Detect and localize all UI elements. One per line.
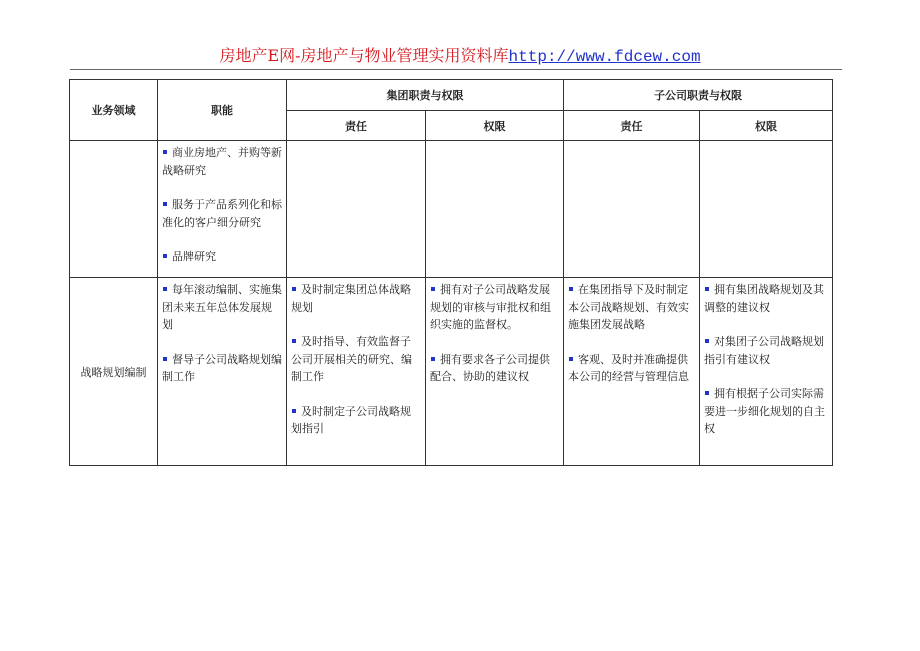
bullet-icon	[292, 409, 296, 413]
list-item: 督导子公司战略规划编制工作	[162, 352, 282, 383]
list-item: 拥有对子公司战略发展规划的审核与审批权和组织实施的监督权。	[430, 283, 551, 331]
col-header-group: 集团职责与权限	[287, 80, 564, 111]
col-header-group-authority: 权限	[426, 111, 564, 141]
col-header-area: 业务领域	[70, 80, 158, 141]
bullet-icon	[705, 339, 709, 343]
list-item: 服务于产品系列化和标准化的客户细分研究	[162, 198, 282, 229]
bullet-icon	[163, 287, 167, 291]
list-item: 拥有要求各子公司提供配合、协助的建议权	[430, 352, 550, 383]
group-responsibility-cell	[287, 278, 426, 466]
page-header	[0, 44, 920, 69]
sub-responsibility-cell	[564, 278, 700, 466]
list-item: 客观、及时并准确提供本公司的经营与管理信息	[568, 352, 689, 383]
group-authority-cell	[426, 278, 564, 466]
bullet-icon	[163, 357, 167, 361]
sub-authority-cell	[700, 141, 833, 278]
list-item: 每年滚动编制、实施集团未来五年总体发展规划	[162, 283, 282, 331]
bullet-icon	[163, 202, 167, 206]
bullet-icon	[705, 287, 709, 291]
list-item: 对集团子公司战略规划指引有建议权	[704, 335, 824, 366]
bullet-icon	[431, 357, 435, 361]
bullet-icon	[569, 357, 573, 361]
bullet-icon	[431, 287, 435, 291]
responsibility-table	[69, 79, 833, 466]
list-item: 在集团指导下及时制定本公司战略规划、有效实施集团发展战略	[568, 283, 689, 331]
list-item: 拥有集团战略规划及其调整的建议权	[704, 283, 824, 314]
function-cell	[158, 141, 287, 278]
bullet-icon	[569, 287, 573, 291]
header-title: 房地产E网-房地产与物业管理实用资料库	[219, 46, 509, 65]
table-row	[70, 278, 833, 466]
col-header-sub-authority: 权限	[700, 111, 833, 141]
header-rule	[70, 69, 842, 70]
list-item: 品牌研究	[162, 248, 282, 266]
function-cell	[158, 278, 287, 466]
bullet-icon	[292, 287, 296, 291]
list-item: 及时制定子公司战略规划指引	[291, 404, 411, 435]
group-responsibility-cell	[287, 141, 426, 278]
list-item: 拥有根据子公司实际需要进一步细化规划的自主权	[704, 387, 825, 435]
bullet-icon	[292, 339, 296, 343]
list-item: 商业房地产、并购等新战略研究	[162, 146, 282, 177]
col-header-function: 职能	[158, 80, 287, 141]
list-item: 及时指导、有效监督子公司开展相关的研究、编制工作	[291, 335, 412, 383]
col-header-sub-responsibility: 责任	[564, 111, 700, 141]
table-row	[70, 141, 833, 278]
col-header-subsidiary: 子公司职责与权限	[564, 80, 833, 111]
bullet-icon	[705, 391, 709, 395]
bullet-icon	[163, 254, 167, 258]
sub-authority-cell	[700, 278, 833, 466]
group-authority-cell	[426, 141, 564, 278]
sub-responsibility-cell	[564, 141, 700, 278]
area-cell	[70, 141, 158, 278]
col-header-group-responsibility: 责任	[287, 111, 426, 141]
header-url-link[interactable]: http://www.fdcew.com	[508, 48, 701, 66]
list-item: 及时制定集团总体战略规划	[291, 283, 411, 314]
area-cell: 战略规划编制	[70, 278, 158, 466]
bullet-icon	[163, 150, 167, 154]
